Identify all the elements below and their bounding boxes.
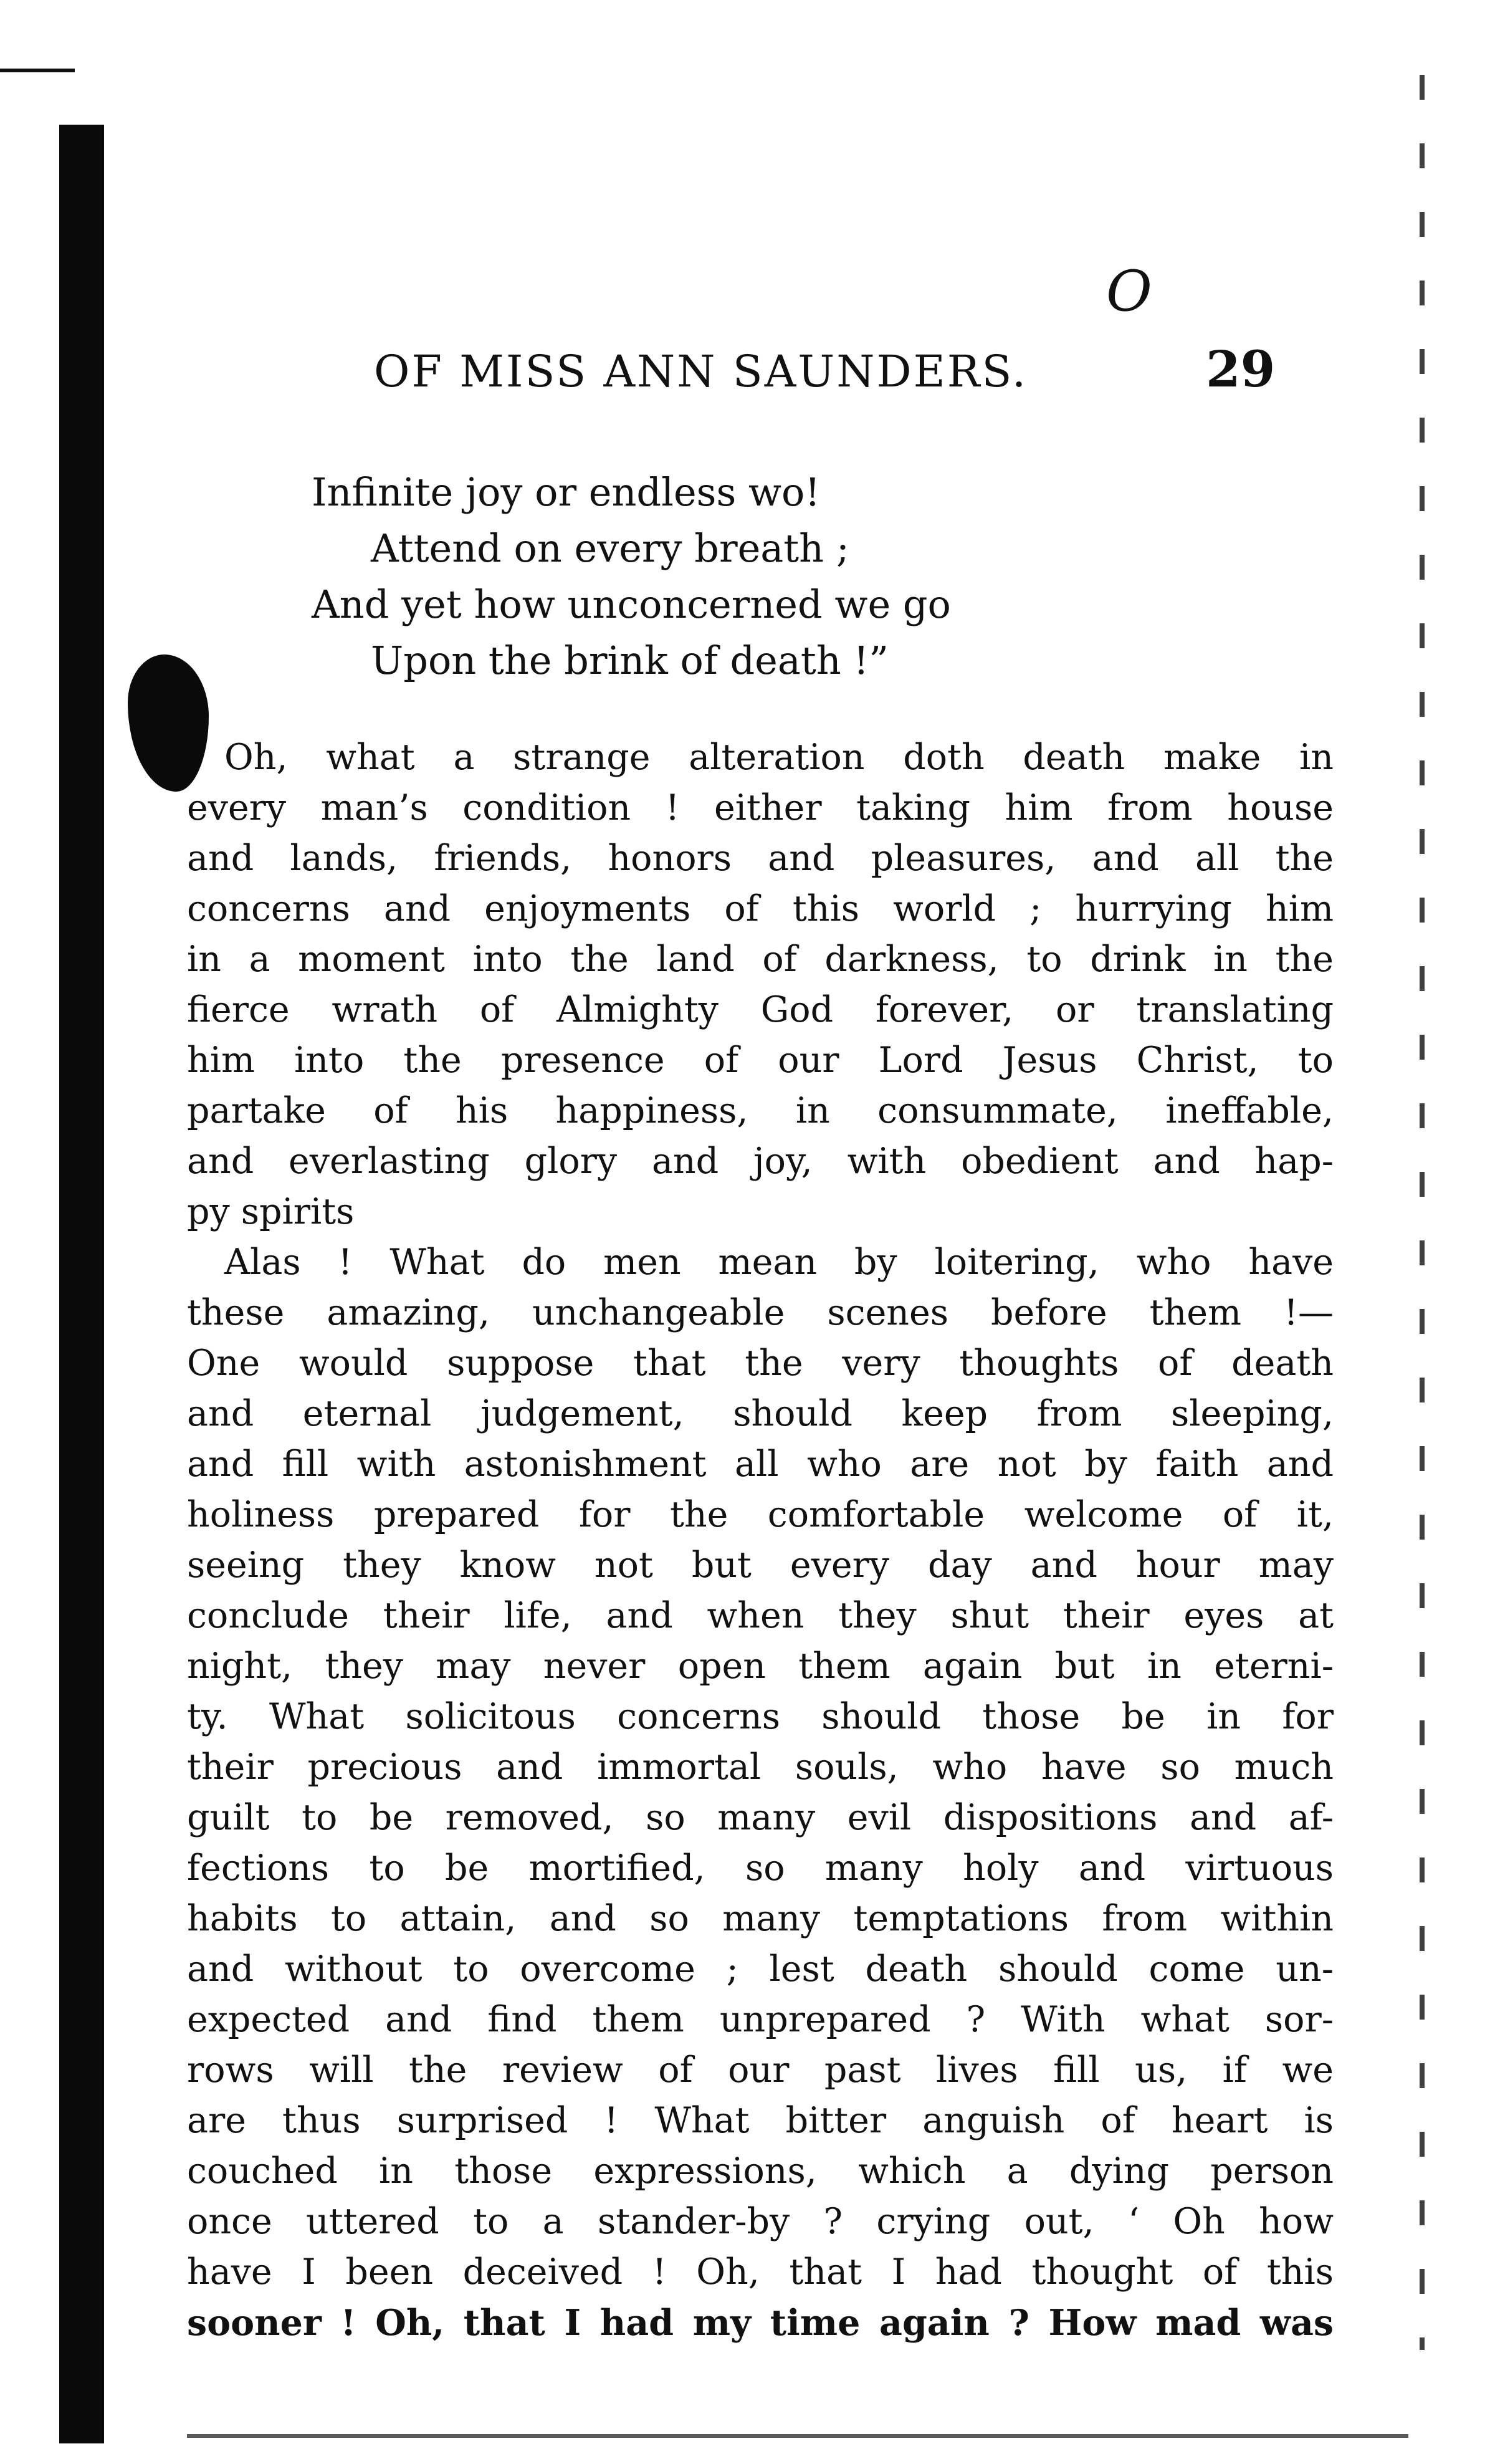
handwritten-mark: O — [1106, 259, 1152, 324]
paragraph-1 — [187, 732, 1334, 1237]
text-line: ty. What solicitous concerns should those be in for — [187, 1696, 1334, 1737]
text-line: holiness prepared for the comfortable welcome of it, — [187, 1494, 1334, 1535]
text-line: and eternal judgement, should keep from sleeping, — [187, 1393, 1334, 1434]
text-line: and lands, friends, honors and pleasures, and all the — [187, 838, 1334, 879]
text-line: and without to overcome ; lest death should come un- — [187, 1949, 1334, 1990]
verse-line: Upon the brink of death !” — [371, 638, 889, 683]
text-line: are thus surprised ! What bitter anguish of heart is — [187, 2100, 1334, 2141]
text-line: have I been deceived ! Oh, that I had thought of this — [187, 2251, 1334, 2293]
text-line: every man’s condition ! either taking him from house — [187, 787, 1334, 828]
running-head: OF MISS ANN SAUNDERS. — [374, 346, 1028, 397]
text-line: conclude their life, and when they shut their eyes at — [187, 1595, 1334, 1636]
text-line: night, they may never open them again but in eterni- — [187, 1646, 1334, 1687]
text-line: expected and find them unprepared ? With what sor- — [187, 1999, 1334, 2040]
text-line: guilt to be removed, so many evil dispositions and af- — [187, 1797, 1334, 1838]
text-line: partake of his happiness, in consummate, ineffable, — [187, 1090, 1334, 1131]
text-line: py spirits — [187, 1191, 355, 1232]
verse-quotation — [312, 464, 1371, 689]
body-text — [187, 732, 1334, 2348]
text-line: sooner ! Oh, that I had my time again ? How mad was — [187, 2302, 1334, 2344]
text-line: Alas ! What do men mean by loitering, who have — [224, 1242, 1334, 1283]
text-line: fierce wrath of Almighty God forever, or translating — [187, 989, 1334, 1030]
text-line: fections to be mortified, so many holy and virtuous — [187, 1848, 1334, 1889]
scan-page-edge — [1420, 75, 1425, 2350]
text-line: rows will the review of our past lives fill us, if we — [187, 2049, 1334, 2091]
scan-binding-shadow — [59, 125, 104, 2443]
text-line: couched in those expressions, which a dying person — [187, 2150, 1334, 2192]
text-line: Oh, what a strange alteration doth death make in — [224, 737, 1334, 778]
text-line: their precious and immortal souls, who have so much — [187, 1747, 1334, 1788]
scan-edge-mark — [0, 69, 75, 72]
verse-line: Attend on every breath ; — [371, 525, 849, 571]
text-line: him into the presence of our Lord Jesus Christ, to — [187, 1040, 1334, 1081]
text-line: and everlasting glory and joy, with obedient and hap- — [187, 1141, 1334, 1182]
text-line: habits to attain, and so many temptations from within — [187, 1898, 1334, 1939]
text-line: One would suppose that the very thoughts of death — [187, 1343, 1334, 1384]
verse-line: And yet how unconcerned we go — [312, 582, 951, 627]
text-line: concerns and enjoyments of this world ; hurrying him — [187, 888, 1334, 929]
scan-bottom-edge — [187, 2434, 1408, 2438]
verse-line: Infinite joy or endless wo! — [312, 469, 821, 515]
text-line: in a moment into the land of darkness, to drink in the — [187, 939, 1334, 980]
text-line: and fill with astonishment all who are not by faith and — [187, 1444, 1334, 1485]
paragraph-2 — [187, 1237, 1334, 2348]
text-line: once uttered to a stander-by ? crying out, ‘ Oh how — [187, 2201, 1334, 2242]
text-line: seeing they know not but every day and hour may — [187, 1545, 1334, 1586]
page-number: 29 — [1206, 340, 1276, 398]
text-line: these amazing, unchangeable scenes before them !— — [187, 1292, 1334, 1333]
